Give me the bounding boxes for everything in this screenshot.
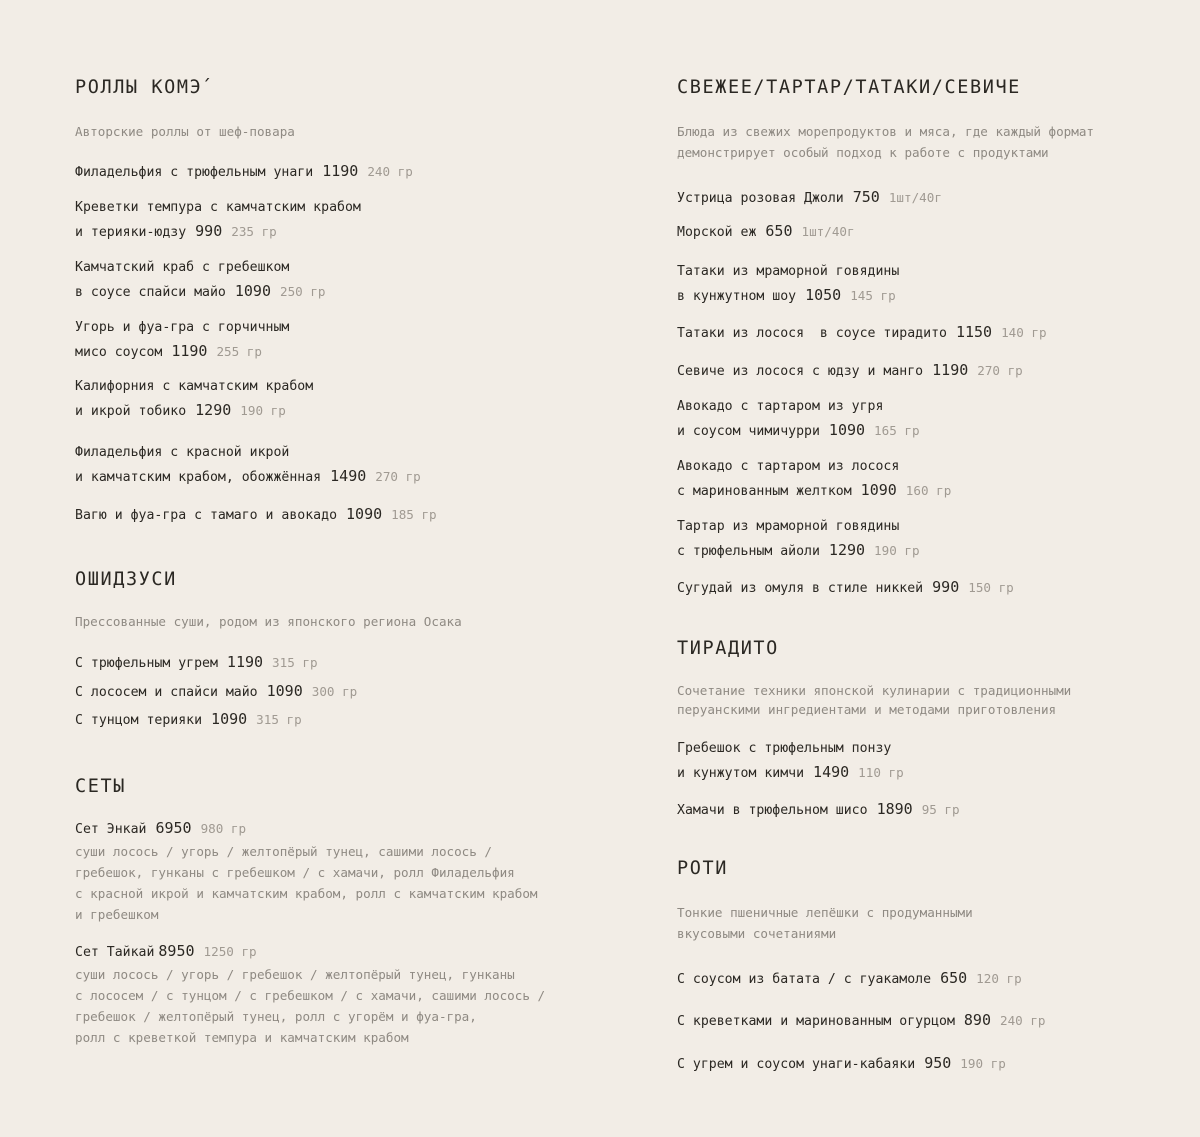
item-price: 1190	[322, 162, 359, 180]
menu-item: Креветки темпура с камчатским крабом и терияки-юдзу 990 235 гр	[75, 200, 361, 240]
item-price: 1190	[932, 361, 969, 379]
item-weight: 980 гр	[200, 821, 247, 836]
section-description: Блюда из свежих морепродуктов и мяса, где каждый формат демонстрирует особый подход к работе с продуктами	[677, 124, 1095, 160]
item-weight: 165 гр	[874, 422, 920, 438]
item-price: 8950	[158, 942, 195, 960]
menu-item: Авокадо с тартаром из угря и соусом чимичурри 1090 165 гр	[677, 399, 920, 439]
item-price: 990	[195, 221, 223, 240]
item-weight: 255 гр	[216, 343, 262, 359]
menu-item: Угорь и фуа-гра с горчичным мисо соусом 1190 255 гр	[75, 320, 290, 360]
section-title: СВЕЖЕЕ/ТАРТАР/ТАТАКИ/СЕВИЧЕ	[677, 77, 1021, 98]
section-title: СЕТЫ	[75, 776, 126, 797]
item-weight: 190 гр	[960, 1056, 1006, 1071]
item-weight: 1шт/40г	[888, 190, 942, 205]
menu-item: Калифорния с камчатским крабом и икрой тобико 1290 190 гр	[75, 379, 314, 419]
section-oshidzushi	[75, 569, 595, 728]
section-title: ТИРАДИТО	[677, 638, 779, 659]
menu-item: Гребешок с трюфельным понзу и кунжутом кимчи 1490 110 гр	[677, 741, 904, 781]
menu-item: С тунцом терияки 1090 315 гр	[75, 710, 302, 728]
item-weight: 150 гр	[968, 580, 1014, 595]
menu-item: Вагю и фуа-гра с тамаго и авокадо 1090 185 гр	[75, 505, 437, 523]
item-price: 1190	[171, 341, 208, 360]
item-weight: 120 гр	[976, 971, 1022, 986]
menu-item: Татаки из мраморной говядины в кунжутном шоу 1050 145 гр	[677, 264, 900, 304]
section-description: Прессованные суши, родом из японского региона Осака	[75, 614, 462, 629]
item-weight: 190 гр	[874, 542, 920, 558]
item-price: 1090	[266, 682, 303, 700]
item-price: 1090	[211, 710, 248, 728]
item-price: 650	[940, 969, 968, 987]
menu-item: Авокадо с тартаром из лосося с маринованным желтком 1090 160 гр	[677, 459, 952, 499]
item-weight: 95 гр	[921, 802, 960, 817]
section-description: Тонкие пшеничные лепёшки с продуманными вкусовыми сочетаниями	[677, 905, 973, 941]
menu-item: Камчатский краб с гребешком в соусе спайси майо 1090 250 гр	[75, 260, 326, 300]
item-weight: 160 гр	[905, 482, 952, 498]
menu-item: С трюфельным угрем 1190 315 гр	[75, 653, 318, 671]
section-title: ОШИДЗУСИ	[75, 569, 177, 590]
item-price: 1090	[346, 505, 383, 523]
item-weight: 1шт/40г	[801, 224, 855, 239]
item-weight: 1250 гр	[203, 944, 257, 959]
section-sets	[75, 776, 595, 1045]
item-weight: 140 гр	[1001, 325, 1047, 340]
item-weight: 240 гр	[367, 164, 413, 179]
item-weight: 250 гр	[279, 283, 326, 299]
item-price: 1490	[330, 466, 367, 485]
item-price: 990	[932, 578, 960, 596]
menu-item: С соусом из батата / с гуакамоле 650 120 гр	[677, 969, 1022, 987]
menu-item: С угрем и соусом унаги-кабаяки 950 190 гр	[677, 1054, 1006, 1072]
item-weight: 110 гр	[858, 764, 904, 780]
item-price: 750	[852, 188, 880, 206]
item-weight: 300 гр	[311, 684, 358, 699]
menu-item: Тартар из мраморной говядины с трюфельным айоли 1290 190 гр	[677, 519, 920, 559]
item-weight: 270 гр	[977, 363, 1023, 378]
menu-item: Морской еж 650 1шт/40г	[677, 222, 855, 240]
section-title: РОЛЛЫ КОМЭ́	[75, 77, 203, 98]
set-item: Сет Энкай 6950 980 гр суши лосось / угорь / желтопёрый тунец, сашими лосось / гребешок, гунканы с гребешком / с хамачи, ролл Филадельфия с красной икрой и камчатским крабом, ролл с камчатским крабом и гребешком	[75, 819, 538, 922]
set-item: Сет Тайкай 8950 1250 гр суши лосось / угорь / гребешок / желтопёрый тунец, гунканы с лососем / с тунцом / с гребешком / с хамачи, сашими лосось / гребешок / желтопёрый тунец, ролл с угорём и фуа-гра, ролл с креветкой темпура и камчатским крабом	[75, 942, 546, 1045]
item-price: 950	[924, 1054, 952, 1072]
menu-item: С лососем и спайси майо 1090 300 гр	[75, 682, 358, 700]
menu-item: С креветками и маринованным огурцом 890 240 гр	[677, 1011, 1046, 1029]
section-fresh	[677, 77, 1187, 596]
section-tiradito	[677, 638, 1187, 818]
item-price: 1050	[805, 285, 842, 304]
item-weight: 240 гр	[999, 1013, 1046, 1028]
section-rolls	[75, 77, 595, 523]
menu-item: Севиче из лосося с юдзу и манго 1190 270 гр	[677, 361, 1023, 379]
item-weight: 235 гр	[231, 223, 277, 239]
item-price: 1290	[828, 540, 866, 559]
item-price: 1090	[828, 420, 866, 439]
section-roti	[677, 858, 1187, 1072]
menu-item: Филадельфия с трюфельным унаги 1190 240 гр	[75, 162, 413, 180]
item-price: 650	[765, 222, 793, 240]
item-weight: 270 гр	[375, 468, 421, 484]
item-price: 1490	[813, 762, 850, 781]
item-weight: 190 гр	[240, 402, 286, 418]
section-description: Сочетание техники японской кулинарии с традиционными перуанскими ингредиентами и методами приготовления	[677, 683, 1072, 717]
item-price: 1150	[955, 323, 993, 341]
item-price: 1190	[226, 653, 264, 671]
item-weight: 185 гр	[391, 507, 437, 522]
menu-item: Устрица розовая Джоли 750 1шт/40г	[677, 188, 942, 206]
section-title: РОТИ	[677, 858, 728, 879]
section-description: Авторские роллы от шеф-повара	[75, 124, 295, 139]
item-weight: 315 гр	[272, 655, 318, 670]
menu-item: Филадельфия с красной икрой и камчатским крабом, обожжённая 1490 270 гр	[75, 445, 421, 485]
item-price: 6950	[155, 819, 192, 837]
item-price: 890	[963, 1011, 991, 1029]
item-price: 1090	[234, 281, 271, 300]
item-weight: 315 гр	[256, 712, 302, 727]
menu-item: Татаки из лосося в соусе тирадито 1150 140 гр	[677, 323, 1047, 341]
item-weight: 145 гр	[850, 287, 896, 303]
item-price: 1290	[195, 400, 232, 419]
item-price: 1890	[876, 800, 913, 818]
menu-item: Сугудай из омуля в стиле никкей 990 150 гр	[677, 578, 1014, 596]
menu-item: Хамачи в трюфельном шисо 1890 95 гр	[677, 800, 960, 818]
item-price: 1090	[860, 480, 897, 499]
